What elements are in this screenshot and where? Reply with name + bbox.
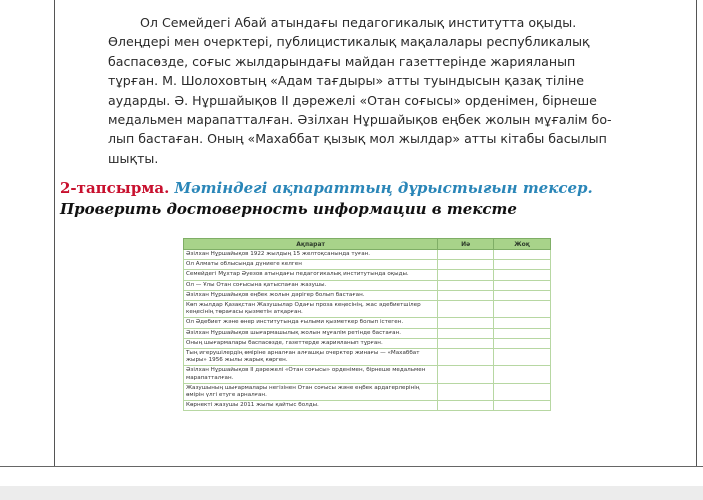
table-row [184,260,551,270]
table-row [184,328,551,338]
yes-cell[interactable] [438,328,494,338]
statement-cell: Семейдегі Мұхтар Әуезов атындағы педагогикалық институтында оқыды. [184,270,438,280]
no-cell[interactable] [494,366,551,383]
task-title-kz: Мәтіндегі ақпараттың дұрыстығын тексер. [174,179,593,197]
statement-cell: Көп жылдар Қазақстан Жазушылар Одағы проза кеңесінің, жас әдебиетшілер кеңесінің төрағасы қызметін атқарған. [184,301,438,318]
header-yes: Иә [438,239,494,250]
statement-cell: Әзілхан Нұршайықов ІІ дәрежелі «Отан соғысы» орденімен, бірнеше медальмен марапатталған. [184,366,438,383]
yes-cell[interactable] [438,280,494,290]
table-row [184,318,551,328]
statement-cell: Оның шығармалары баспасөзде, газеттерде жарияланып тұрған. [184,338,438,348]
paragraph-line: Ол Семейдегі Абай атындағы педагогикалық институтта оқыды. [140,15,577,30]
statement-cell: Жазушының шығармалары негізінен Отан соғысы және еңбек ардагерлерінің өмірін үлгі етуге арналған. [184,383,438,400]
task-number: 2-тапсырма. [60,179,170,197]
no-cell[interactable] [494,301,551,318]
no-cell[interactable] [494,260,551,270]
no-cell[interactable] [494,270,551,280]
no-cell[interactable] [494,338,551,348]
paragraph-line: тұрған. М. Шолоховтың «Адам тағдыры» атты туындысын қазақ тіліне [108,73,584,89]
table-row [184,338,551,348]
yes-cell[interactable] [438,338,494,348]
no-cell[interactable] [494,318,551,328]
no-cell[interactable] [494,250,551,260]
yes-cell[interactable] [438,401,494,411]
yes-cell[interactable] [438,270,494,280]
reading-paragraph [108,13,612,168]
statement-cell: Әзілхан Нұршайықов шығармашылық жолын мұғалім ретінде бастаған. [184,328,438,338]
paragraph-line: лып бастаған. Оның «Махаббат қызық мол жылдар» атты кітабы басылып [108,131,607,147]
table-row [184,280,551,290]
statement-cell: Ол Әдебиет және өнер институтында ғылыми қызметкер болып істеген. [184,318,438,328]
task-title-ru: Проверить достоверность информации в тексте [60,200,517,218]
paragraph-line: шықты. [108,150,159,166]
table-row [184,383,551,400]
paragraph-line: аударды. Ә. Нұршайықов ІІ дәрежелі «Отан соғысы» орденімен, бірнеше [108,92,597,108]
table-row [184,401,551,411]
table-row [184,366,551,383]
no-cell[interactable] [494,401,551,411]
header-info: Ақпарат [184,239,438,250]
yes-cell[interactable] [438,290,494,300]
yes-cell[interactable] [438,318,494,328]
task-heading [60,179,593,197]
paragraph-line: медальмен марапатталған. Әзілхан Нұршайықов еңбек жолын мұғалім бо- [108,112,612,128]
yes-cell[interactable] [438,366,494,383]
table-header-row [184,239,551,250]
statement-cell: Әзілхан Нұршайықов еңбек жолын дәрігер болып бастаған. [184,290,438,300]
statement-cell: Тың игерушілердің өміріне арналған алғашқы очерктер жинағы — «Махаббат жыры» 1956 жылы жарық көрген. [184,349,438,366]
yes-cell[interactable] [438,301,494,318]
footer-band [0,486,703,500]
yes-cell[interactable] [438,349,494,366]
yes-cell[interactable] [438,260,494,270]
table-row [184,349,551,366]
no-cell[interactable] [494,290,551,300]
info-check-table [183,238,551,411]
no-cell[interactable] [494,328,551,338]
paragraph-line: Өлеңдері мен очерктері, публицистикалық мақалалары республикалық [108,34,590,50]
left-border-line [54,0,55,466]
yes-cell[interactable] [438,250,494,260]
statement-cell: Әзілхан Нұршайықов 1922 жылдың 15 желтоқсанында туған. [184,250,438,260]
table-row [184,250,551,260]
header-no: Жоқ [494,239,551,250]
bottom-border-line [0,466,703,467]
statement-cell: Көрнекті жазушы 2011 жылы қайтыс болды. [184,401,438,411]
table-row [184,290,551,300]
statement-cell: Ол — Ұлы Отан соғысына қатыспаған жазушы. [184,280,438,290]
right-border-line [696,0,697,466]
no-cell[interactable] [494,349,551,366]
yes-cell[interactable] [438,383,494,400]
no-cell[interactable] [494,280,551,290]
table-row [184,270,551,280]
statement-cell: Ол Алматы облысында дүниеге келген [184,260,438,270]
table-row [184,301,551,318]
paragraph-line: баспасөзде, соғыс жылдарындағы майдан газеттерінде жарияланып [108,53,576,69]
no-cell[interactable] [494,383,551,400]
